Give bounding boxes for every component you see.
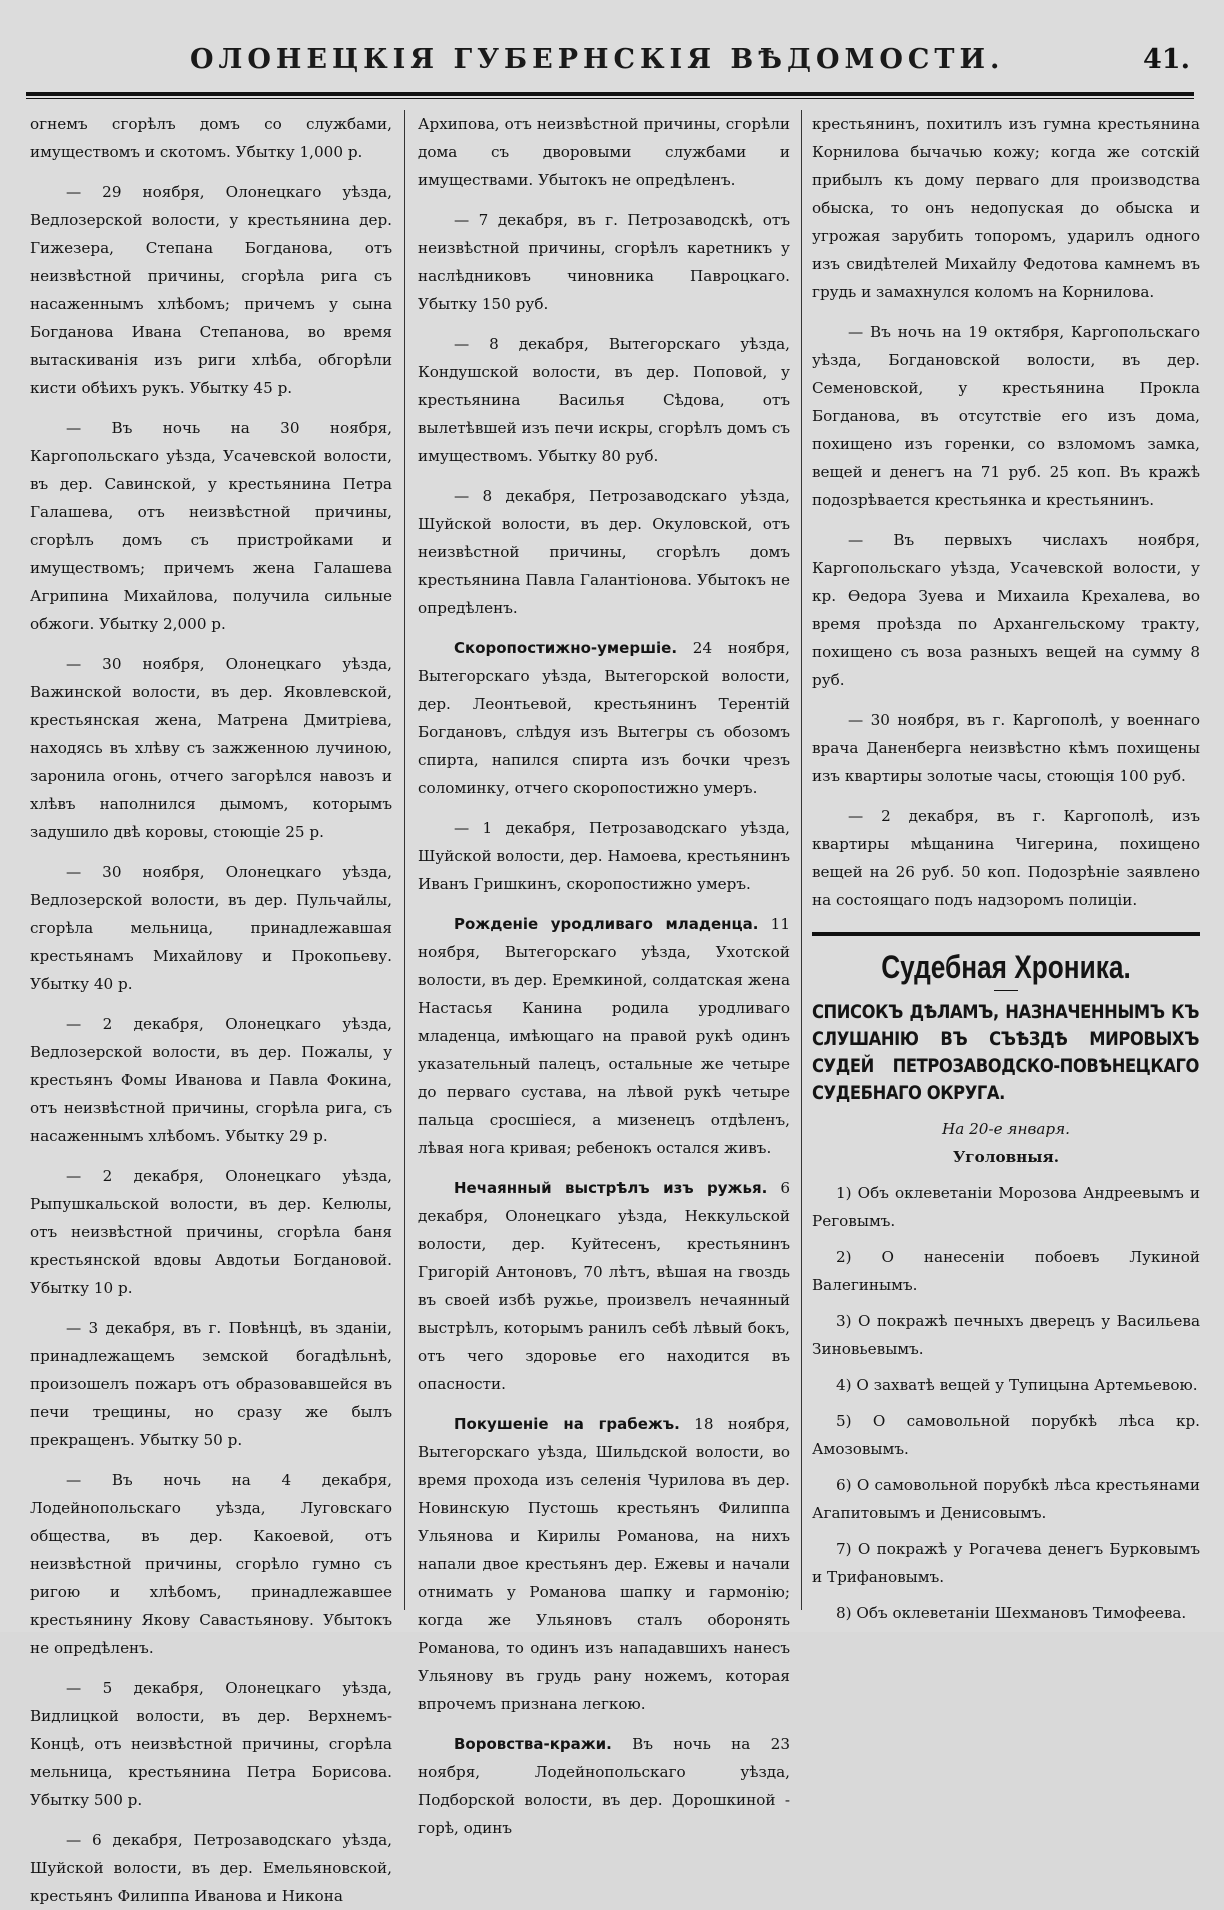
list-item: 4) О захватѣ вещей у Тупицына Артемьевою. — [836, 1376, 1198, 1394]
section-title: Судебная Хроника. — [881, 949, 1131, 985]
hearing-date: На 20-е января. — [942, 1120, 1070, 1138]
article-paragraph: — 1 декабря, Петрозаводскаго уѣзда, Шуйской волости, дер. Намоева, крестьянинъ Иванъ Гришкинъ, скоропостижно умеръ. — [418, 819, 790, 893]
list-item: 3) О покражѣ печныхъ дверецъ у Васильева Зиновьевымъ. — [812, 1312, 1200, 1358]
column-3 — [812, 110, 1200, 1620]
article-paragraph: — 8 декабря, Петрозаводскаго уѣзда, Шуйской волости, въ дер. Окуловской, отъ неизвѣстной причины, сгорѣлъ домъ крестьянина Павла Галантіонова. Убытокъ не опредѣленъ. — [418, 487, 790, 617]
section-divider — [812, 932, 1200, 936]
column-1 — [30, 110, 392, 1905]
article-paragraph: — 2 декабря, въ г. Каргополѣ, изъ квартиры мѣщанина Чигерина, похищено вещей на 26 руб. 50 коп. Подозрѣніе заявлено на состоящаго подъ надзоромъ полиціи. — [812, 807, 1200, 909]
article-paragraph: — Въ первыхъ числахъ ноября, Каргопольскаго уѣзда, Усачевской волости, у кр. Ѳедора Зуева и Михаила Крехалева, во время проѣзда по Архангельскому тракту, похищено съ воза разныхъ вещей на сумму 8 руб. — [812, 531, 1200, 689]
column-divider — [801, 110, 802, 1610]
news-heading: Нечаянный выстрѣлъ изъ ружья. — [454, 1179, 768, 1197]
article-paragraph: — 6 декабря, Петрозаводскаго уѣзда, Шуйской волости, въ дер. Емельяновской, крестьянъ Филиппа Иванова и Никона — [30, 1831, 392, 1905]
case-category: Уголовныя. — [952, 1148, 1059, 1166]
article-paragraph: — Въ ночь на 30 ноября, Каргопольскаго уѣзда, Усачевской волости, въ дер. Савинской, у крестьянина Петра Галашева, отъ неизвѣстной причины, сгорѣлъ домъ съ пристройками и имуществомъ; причемъ жена Галашева Агрипина Михайлова, получила сильные обжоги. Убытку 2,000 р. — [30, 419, 392, 633]
list-item: 1) Объ оклеветаніи Морозова Андреевымъ и Реговымъ. — [812, 1184, 1200, 1230]
article-paragraph: — 3 декабря, въ г. Повѣнцѣ, въ зданіи, принадлежащемъ земской богадѣльнѣ, произошелъ пожаръ отъ образовавшейся въ печи трещины, но сразу же былъ прекращенъ. Убытку 50 р. — [30, 1319, 392, 1449]
column-2 — [418, 110, 790, 1837]
article-paragraph: крестьянинъ, похитилъ изъ гумна крестьянина Корнилова бычачью кожу; когда же сотскій прибылъ къ дому перваго для производства обыска, то онъ недопуская до обыска и угрожая зарубить топоромъ, ударилъ одного изъ свидѣтелей Михайлу Федотова камнемъ въ грудь и замахнулся коломъ на Корнилова. — [812, 115, 1200, 301]
article-paragraph: — 7 декабря, въ г. Петрозаводскѣ, отъ неизвѣстной причины, сгорѣлъ каретникъ у наслѣдниковъ чиновника Павроцкаго. Убытку 150 руб. — [418, 211, 790, 313]
news-item-sudden-death — [418, 634, 790, 802]
list-item: 6) О самовольной порубкѣ лѣса крестьянами Агапитовымъ и Денисовымъ. — [812, 1476, 1200, 1522]
news-item-theft — [418, 1730, 790, 1842]
news-text: 24 ноября, Вытегорскаго уѣзда, Вытегорской волости, дер. Леонтьевой, крестьянинъ Терентій Богдановъ, слѣдуя изъ Вытегры съ обозомъ спирта, напился спирта изъ бочки чрезъ соломинку, отчего скоропостижно умеръ. — [418, 639, 790, 797]
case-list-title: СПИСОКЪ ДѢЛАМЪ, НАЗНАЧЕННЫМЪ КЪ СЛУШАНІЮ ВЪ СЪѢЗДѢ МИРОВЫХЪ СУДЕЙ ПЕТРОЗАВОДСКО-ПОВѢНЕЦКАГО СУДЕБНАГО ОКРУГА. — [812, 1001, 1199, 1104]
article-paragraph: — Въ ночь на 19 октября, Каргопольскаго уѣзда, Богдановской волости, въ дер. Семеновской, у крестьянина Прокла Богданова, въ отсутствіе его изъ дома, похищено изъ горенки, со взломомъ замка, вещей и денегъ на 71 руб. 25 коп. Въ кражѣ подозрѣвается крестьянка и крестьянинъ. — [812, 323, 1200, 509]
case-list — [812, 1179, 1200, 1627]
article-paragraph: — 8 декабря, Вытегорскаго уѣзда, Кондушской волости, въ дер. Поповой, у крестьянина Василья Сѣдова, отъ вылетѣвшей изъ печи искры, сгорѣлъ домъ съ имуществомъ. Убытку 80 руб. — [418, 335, 790, 465]
news-text: 18 ноября, Вытегорскаго уѣзда, Шильдской волости, во время прохода изъ селенія Чурилова въ дер. Новинскую Пустошь крестьянъ Филиппа Ульянова и Кирилы Романова, на нихъ напали двое крестьянъ дер. Ежевы и начали отнимать у Романова шапку и гармонію; когда же Ульяновъ сталъ оборонять Романова, то одинъ изъ нападавшихъ нанесъ Ульянову въ грудь рану ножемъ, которая впрочемъ признана легкою. — [418, 1415, 790, 1713]
article-paragraph: — 2 декабря, Олонецкаго уѣзда, Рыпушкальской волости, въ дер. Келюлы, отъ неизвѣстной причины, сгорѣла баня крестьянской вдовы Авдотьи Богдановой. Убытку 10 р. — [30, 1167, 392, 1297]
masthead — [20, 28, 1200, 98]
article-paragraph: — 30 ноября, Олонецкаго уѣзда, Важинской волости, въ дер. Яковлевской, крестьянская жена, Матрена Дмитріева, находясь въ хлѣву съ зажженною лучиною, заронила огонь, отчего загорѣлся навозъ и хлѣвъ наполнился дымомъ, которымъ задушило двѣ коровы, стоющіе 25 р. — [30, 655, 392, 841]
news-heading: Рожденіе уродливаго младенца. — [454, 915, 759, 933]
list-item: 2) О нанесеніи побоевъ Лукиной Валегинымъ. — [812, 1248, 1200, 1294]
news-text: 11 ноября, Вытегорскаго уѣзда, Ухотской волости, въ дер. Еремкиной, солдатская жена Настасья Канина родила уродливаго младенца, имѣющаго на правой рукѣ одинъ указательный палецъ, остальные же четыре до перваго сустава, на лѣвой рукѣ четыре пальца сросшіеся, а мизенецъ отдѣленъ, лѣвая нога кривая; ребенокъ остался живъ. — [418, 915, 790, 1157]
column-divider — [404, 110, 405, 1610]
list-item: 7) О покражѣ у Рогачева денегъ Бурковымъ и Трифановымъ. — [812, 1540, 1200, 1586]
article-paragraph: — Въ ночь на 4 декабря, Лодейнопольскаго уѣзда, Луговскаго общества, въ дер. Какоевой, отъ неизвѣстной причины, сгорѣло гумно съ ригою и хлѣбомъ, принадлежавшее крестьянину Якову Савастьянову. Убытокъ не опредѣленъ. — [30, 1471, 392, 1657]
article-paragraph: — 2 декабря, Олонецкаго уѣзда, Ведлозерской волости, въ дер. Пожалы, у крестьянъ Фомы Иванова и Павла Фокина, отъ неизвѣстной причины, сгорѣла рига, съ насаженнымъ хлѣбомъ. Убытку 29 р. — [30, 1015, 392, 1145]
short-divider — [994, 990, 1018, 991]
page-number: 41. — [1143, 44, 1190, 75]
article-paragraph: огнемъ сгорѣлъ домъ со службами, имуществомъ и скотомъ. Убытку 1,000 р. — [30, 115, 392, 161]
article-paragraph: — 29 ноября, Олонецкаго уѣзда, Ведлозерской волости, у крестьянина дер. Гижезера, Степана Богданова, отъ неизвѣстной причины, сгорѣла рига съ насаженнымъ хлѣбомъ; причемъ у сына Богданова Ивана Степанова, во время вытаскиванія изъ риги хлѣба, обгорѣли кисти обѣихъ рукъ. Убытку 45 р. — [30, 183, 392, 397]
masthead-rule — [26, 92, 1194, 99]
list-item: 5) О самовольной порубкѣ лѣса кр. Амозовымъ. — [812, 1412, 1200, 1458]
article-paragraph: — 5 декабря, Олонецкаго уѣзда, Видлицкой волости, въ дер. Верхнемъ-Концѣ, отъ неизвѣстной причины, сгорѣла мельница, крестьянина Петра Борисова. Убытку 500 р. — [30, 1679, 392, 1809]
news-text: 6 декабря, Олонецкаго уѣзда, Неккульской волости, дер. Куйтесенъ, крестьянинъ Григорій Антоновъ, 70 лѣтъ, вѣшая на гвоздь въ своей избѣ ружье, произвелъ нечаянный выстрѣлъ, которымъ ранилъ себѣ лѣвый бокъ, отъ чего здоровье его находится въ опасности. — [418, 1179, 790, 1393]
news-text: Въ ночь на 23 ноября, Лодейнопольскаго уѣзда, Подборской волости, въ дер. Дорошкиной - горѣ, одинъ — [418, 1735, 790, 1837]
news-heading: Скоропостижно-умершіе. — [454, 639, 678, 657]
news-item-birth — [418, 910, 790, 1162]
article-paragraph: — 30 ноября, въ г. Каргополѣ, у военнаго врача Даненберга неизвѣстно кѣмъ похищены изъ квартиры золотые часы, стоющія 100 руб. — [812, 711, 1200, 785]
news-item-robbery — [418, 1410, 790, 1718]
list-item: 8) Объ оклеветаніи Шехмановъ Тимофеева. — [836, 1604, 1187, 1622]
article-paragraph: — 30 ноября, Олонецкаго уѣзда, Ведлозерской волости, въ дер. Пульчайлы, сгорѣла мельница, принадлежавшая крестьянамъ Михайлову и Прокопьеву. Убытку 40 р. — [30, 863, 392, 993]
article-paragraph: Архипова, отъ неизвѣстной причины, сгорѣли дома съ дворовыми службами и имуществами. Убытокъ не опредѣленъ. — [418, 115, 790, 189]
news-heading: Воровства-кражи. — [454, 1735, 612, 1753]
news-heading: Покушеніе на грабежъ. — [454, 1415, 680, 1433]
news-item-shot — [418, 1174, 790, 1398]
newspaper-title: ОЛОНЕЦКІЯ ГУБЕРНСКІЯ ВѢДОМОСТИ. — [190, 44, 1005, 75]
